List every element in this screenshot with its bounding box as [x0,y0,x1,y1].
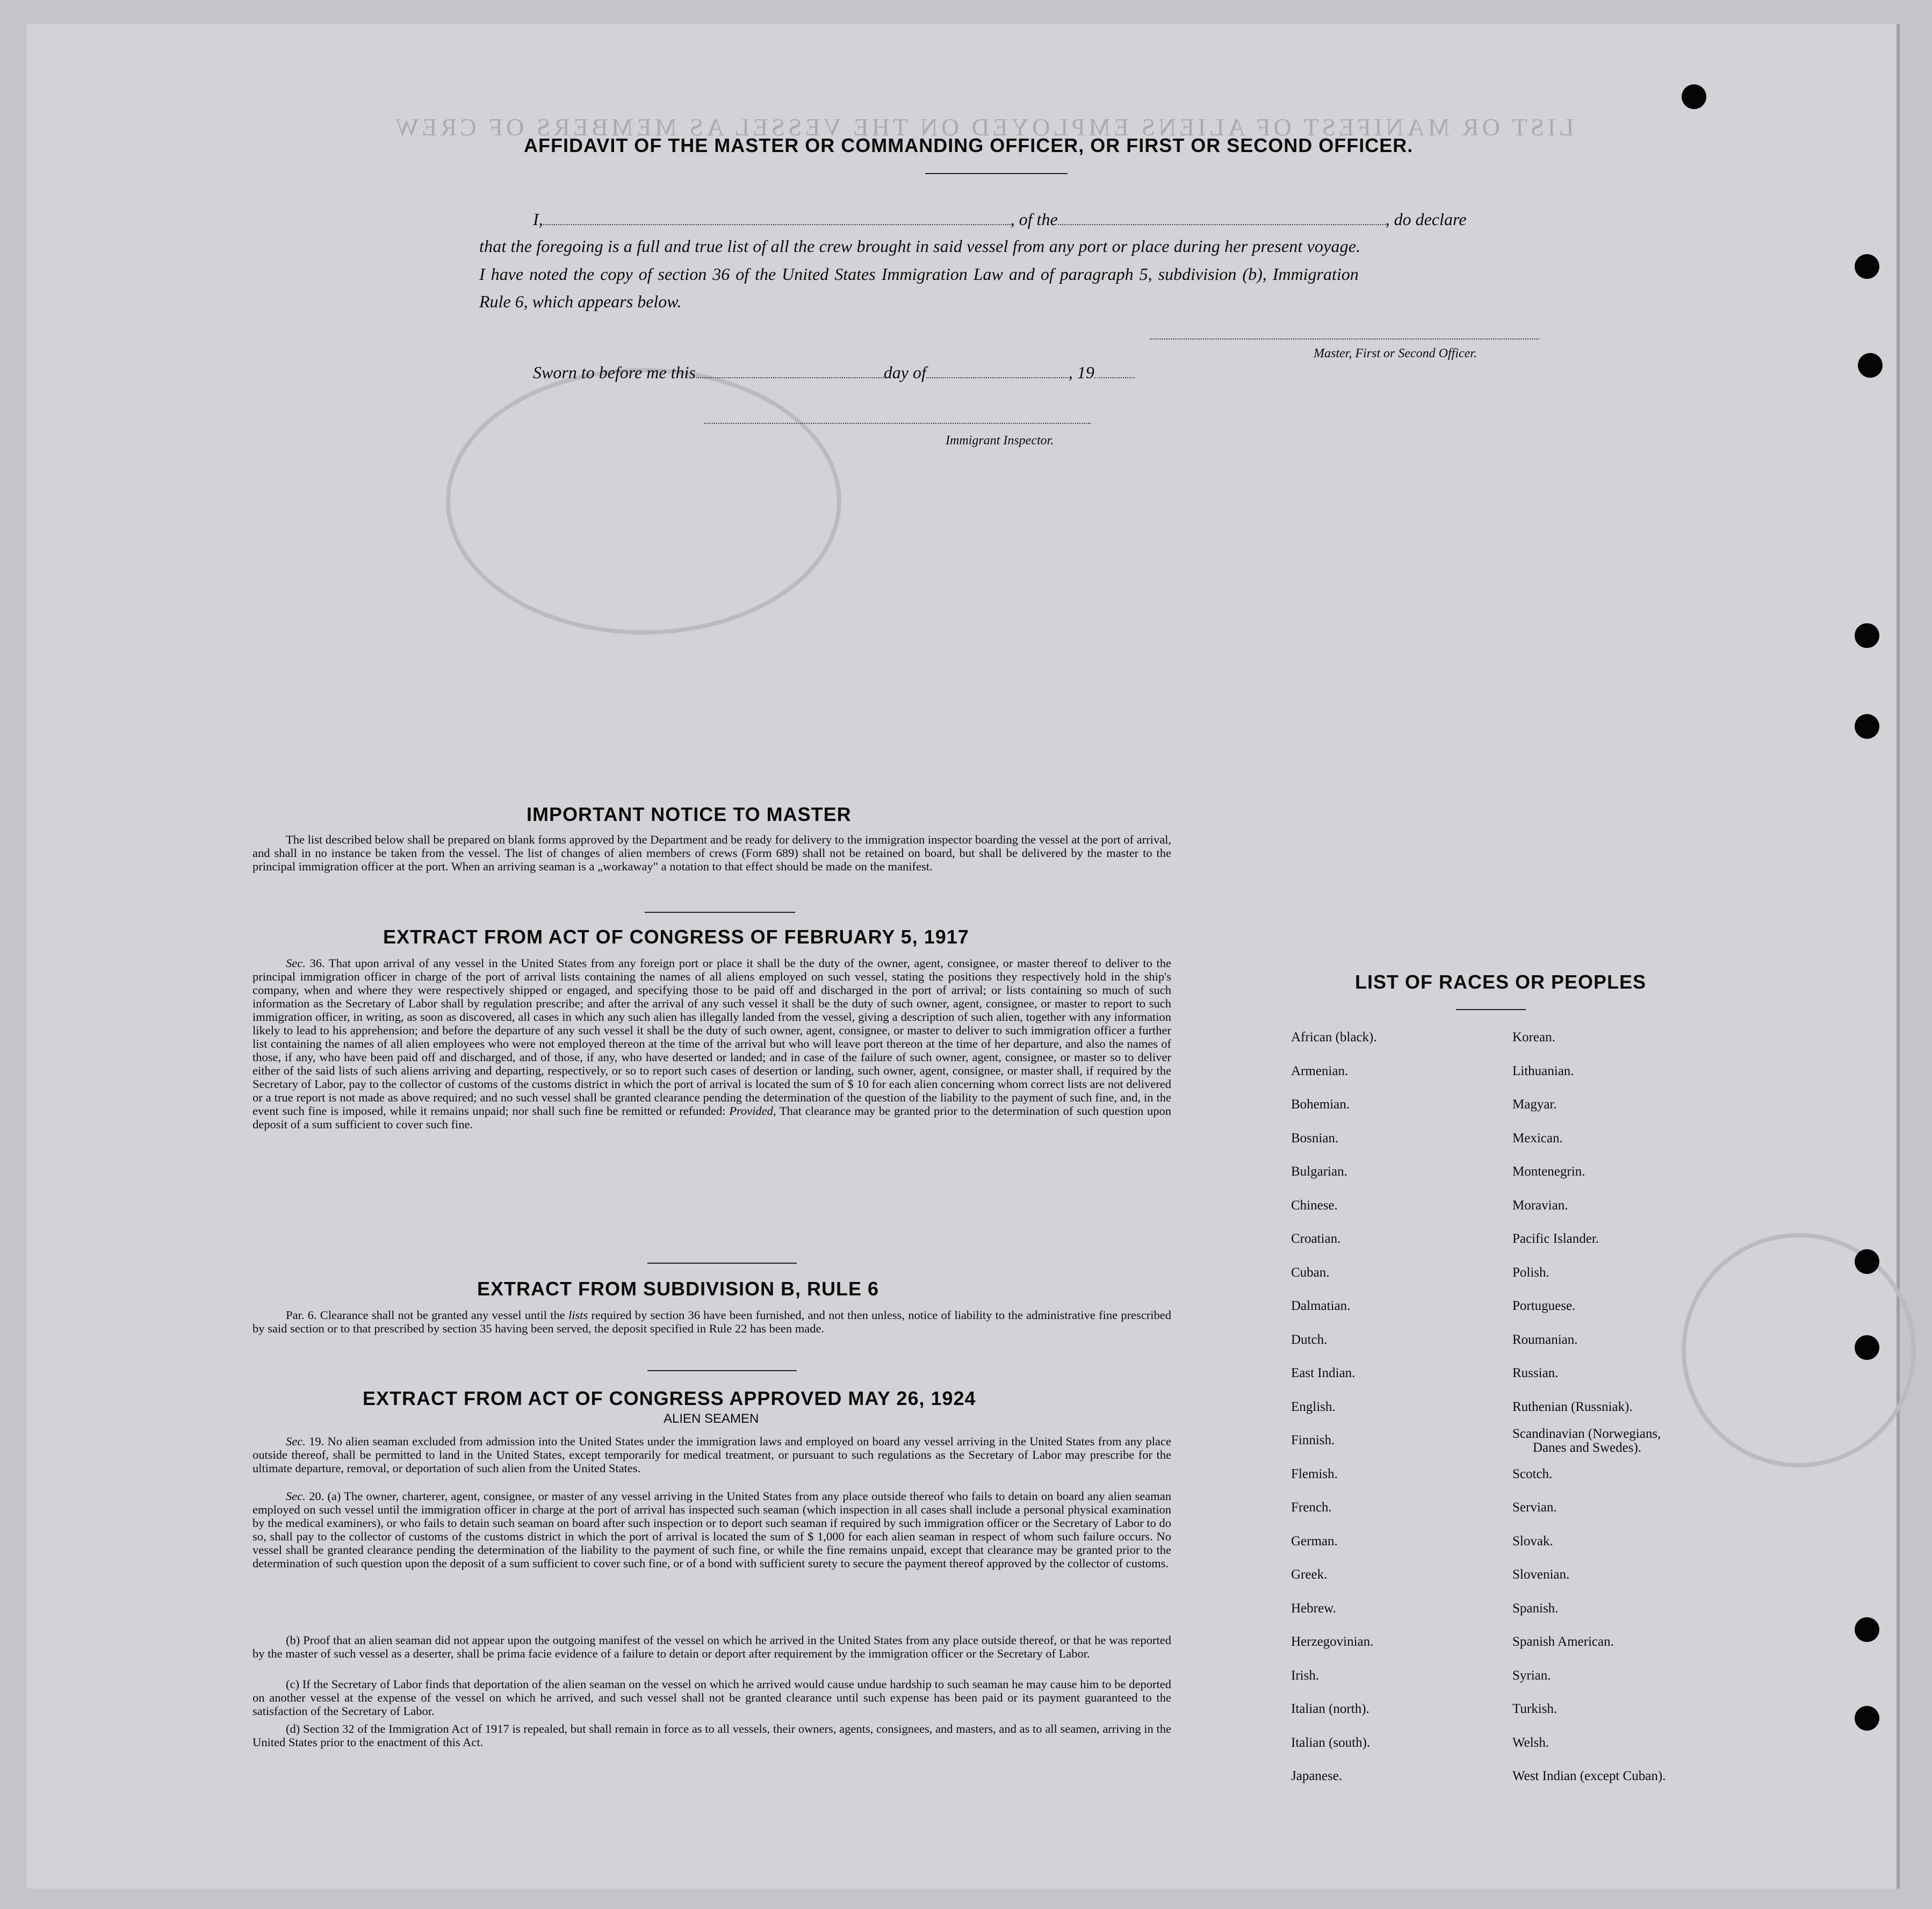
punch-hole [1855,623,1879,648]
punch-hole [1855,1335,1879,1360]
divider [645,912,795,913]
punch-hole [1682,84,1706,109]
act1917-text: Sec. 36. That upon arrival of any vessel in the United States from any foreign port or place it shall be the duty of the owner, agent, consignee, or master thereof to deliver to the principal immigration officer in charge of the port of arrival lists containing the names of all aliens employed on such vessel, stating the positions they respectively hold in the ship's company, when and where they were respectively shipped or engaged, and specifying those to be paid off and discharged in the port of arrival; or lists containing so much of such information as the Secretary of Labor shall by regulation prescribe; and after the arrival of any such vessel it shall be the duty of such owner, agent, consignee, or master to report to such immigration officer, in writing, as soon as discovered, all cases in which any such alien has illegally landed from the vessel, giving a description of such alien, together with any information likely to lead to his apprehension; and before the departure of any such vessel it shall be the duty of such owner, agent, consignee, or master to deliver to such immigration officer a further list containing the names of all alien employees who were not employed thereon at the time of the arrival but who will leave port thereon at the time of her departure, and also the names of those, if any, who have been paid off and discharged, and of those, if any, who have deserted or landed; and in case of the failure of such owner, agent, consignee, or master so to deliver either of the said lists of such aliens arriving and departing, respectively, or so to report such cases of desertion or landing, such owner, agent, consignee, or master shall, if required by the Secretary of Labor, pay to the collector of customs of the customs district in which the port of arrival is located the sum of $ 10 for each alien concerning whom correct lists are not delivered or a true report is not made as above required; and no such vessel shall be granted clearance pending the determination of the question of the liability to the payment of such fine, and, in the event such fine is imposed, while it remains unpaid; nor shall such fine be remitted or refunded: Provided, That clearance may be granted prior to the determination of such question upon deposit of a sum sufficient to cover such fine. [253,956,1172,1131]
race-item: English. [1291,1399,1336,1414]
race-item: Roumanian. [1512,1332,1578,1347]
act1924-sec19: Sec. 19. No alien seaman excluded from admission into the United States under the immigration laws and employed on board any vessel arriving in the United States from any place outside thereof, shall be permitted to land in the United States, except temporarily for medical treatment, or pursuant to such regulations as the Secretary of Labor may prescribe for the ultimate departure, removal, or deportation of such alien from the United States. [253,1435,1171,1475]
race-item: Polish. [1512,1265,1549,1280]
race-item: Cuban. [1291,1265,1330,1280]
race-item: Servian. [1512,1500,1557,1515]
race-item: Greek. [1291,1567,1328,1582]
bleed-through-stamp [446,368,841,635]
rule6-title: EXTRACT FROM SUBDIVISION B, RULE 6 [477,1278,880,1300]
act1924-subtitle: ALIEN SEAMEN [664,1411,759,1426]
race-item: French. [1291,1500,1332,1515]
race-item: Portuguese. [1512,1299,1576,1313]
punch-hole [1858,353,1883,378]
races-column-1 [1291,1021,1377,1793]
race-item: Spanish American. [1512,1634,1614,1649]
master-signature-label: Master, First or Second Officer. [1314,347,1477,361]
race-item: Moravian. [1512,1198,1568,1213]
race-item: Montenegrin. [1512,1164,1585,1179]
notice-text: The list described below shall be prepared on blank forms approved by the Department and be ready for delivery to the immigration inspector boarding the vessel at the port of arrival, and shall in no instance be taken from the vessel. The list of changes of alien members of crews (Form 689) shall not be retained on board, but shall be delivered by the master to the principal immigration officer at the port. When an arriving seaman is a „workaway" a notation to that effect should be made on the manifest. [253,833,1171,873]
race-item: Hebrew. [1291,1601,1336,1616]
act1917-title: EXTRACT FROM ACT OF CONGRESS OF FEBRUARY 5, 1917 [383,926,969,948]
race-item: East Indian. [1291,1366,1356,1380]
punch-hole [1855,1706,1879,1731]
sworn-line: Sworn to before me this day of , 19 [533,363,1135,383]
affidavit-line-4: Rule 6, which appears below. [479,292,682,311]
race-item: Dalmatian. [1291,1299,1351,1313]
race-item: Croatian. [1291,1231,1341,1246]
act1924-sec20a: Sec. 20. (a) The owner, charterer, agent, consignee, or master of any vessel arriving in the United States from any place outside thereof who fails to detain on board any alien seaman employed on such vessel until the immigration officer in charge at the port of arrival has inspected such seaman (which inspection in all cases shall include a personal physical examination by the medical examiners), or who fails to detain such seaman on board after such inspection or to deport such seaman if required by such immigration officer or the Secretary of Labor to do so, shall pay to the collector of customs of the customs district in which the port of arrival is located the sum of $ 1,000 for each alien seaman in respect of whom such failure occurs. No vessel shall be granted clearance pending the determination of the liability to the payment of such fine, or while the fine remains unpaid, except that clearance may be granted prior to the determination of such question upon the deposit of a sum sufficient to cover such fine, or of a bond with sufficient surety to secure the payment thereof approved by the collector of customs. [253,1489,1172,1570]
race-item: West Indian (except Cuban). [1512,1769,1666,1783]
inspector-signature-line [704,423,1091,424]
races-title: LIST OF RACES OR PEOPLES [1355,971,1647,993]
race-item: Welsh. [1512,1735,1549,1750]
race-item: Flemish. [1291,1466,1338,1481]
bleed-through-heading: LIST OR MANIFEST OF ALIENS EMPLOYED ON THE VESSEL AS MEMBERS OF CREW [392,113,1574,141]
divider [647,1263,797,1264]
bleed-through-stamp-right [1682,1233,1916,1467]
race-item: Spanish. [1512,1601,1559,1616]
race-item: Armenian. [1291,1063,1349,1078]
race-item: Bulgarian. [1291,1164,1347,1179]
act1924-sec20d: (d) Section 32 of the Immigration Act of 1917 is repealed, but shall remain in force as to all vessels, their owners, agents, consignees, and masters, and as to all seamen, arriving in the United States prior to the enactment of this Act. [253,1722,1171,1749]
punch-hole [1855,1617,1879,1642]
race-item: Slovak. [1512,1533,1553,1548]
affidavit-line-3: I have noted the copy of section 36 of the United States Immigration Law and of paragraph 5, subdivision (b), Immigration [479,264,1359,284]
master-signature-line [1150,338,1539,340]
race-item: Slovenian. [1512,1567,1570,1582]
act1924-sec20c: (c) If the Secretary of Labor finds that deportation of the alien seaman on the vessel on which he arrived would cause undue hardship to such seaman he may cause him to be deported on another vessel at the expense of the vessel on which he arrived, and such vessel shall not be granted clearance until such expense has been paid or its payment guaranteed to the satisfaction of the Secretary of Labor. [253,1677,1171,1718]
notice-title: IMPORTANT NOTICE TO MASTER [527,803,852,825]
document-page [27,24,1900,1889]
race-item: Japanese. [1291,1769,1343,1783]
race-item: Scandinavian (Norwegians, Danes and Swedes). [1512,1427,1661,1455]
punch-hole [1855,1249,1879,1274]
races-column-2 [1512,1021,1666,1793]
divider [1456,1009,1526,1010]
race-item: Italian (south). [1291,1735,1371,1750]
race-item: Pacific Islander. [1512,1231,1599,1246]
race-item: Finnish. [1291,1433,1335,1447]
race-item: Korean. [1512,1030,1555,1044]
race-item: Scotch. [1512,1466,1553,1481]
race-item: Dutch. [1291,1332,1328,1347]
affidavit-line-1: I, , of the , do declare [533,210,1467,229]
affidavit-title: AFFIDAVIT OF THE MASTER OR COMMANDING OFFICER, OR FIRST OR SECOND OFFICER. [524,134,1414,156]
divider [925,173,1068,174]
race-item: Herzegovinian. [1291,1634,1374,1649]
rule6-text: Par. 6. Clearance shall not be granted any vessel until the lists required by section 36 have been furnished, and not then unless, notice of liability to the administrative fine prescribed by said section or to that prescribed by section 35 having been served, the deposit specified in Rule 22 has been made. [253,1308,1172,1335]
inspector-signature-label: Immigrant Inspector. [946,434,1054,448]
divider [647,1370,797,1371]
race-item: Irish. [1291,1668,1320,1683]
race-item: Bohemian. [1291,1097,1350,1112]
race-item: African (black). [1291,1030,1377,1044]
punch-hole [1855,254,1879,279]
act1924-title: EXTRACT FROM ACT OF CONGRESS APPROVED MAY 26, 1924 [363,1387,976,1409]
race-item: Turkish. [1512,1702,1558,1716]
race-item: Bosnian. [1291,1130,1339,1146]
race-item: Syrian. [1512,1668,1551,1683]
race-item: Italian (north). [1291,1702,1369,1716]
affidavit-line-2: that the foregoing is a full and true list of all the crew brought in said vessel from any port or place during her present voyage. [479,236,1361,256]
race-item: Mexican. [1512,1130,1563,1146]
race-item: Russian. [1512,1366,1559,1380]
race-item: Chinese. [1291,1198,1338,1213]
race-item: Magyar. [1512,1097,1557,1112]
act1924-sec20b: (b) Proof that an alien seaman did not appear upon the outgoing manifest of the vessel on which he arrived in the United States from any place outside thereof, or that he was reported by the master of such vessel as a deserter, shall be prima facie evidence of a failure to detain or deport after requirement by the immigration officer or the Secretary of Labor. [253,1633,1171,1660]
race-item: Lithuanian. [1512,1063,1574,1078]
punch-hole [1855,714,1879,739]
race-item: Ruthenian (Russniak). [1512,1399,1633,1414]
race-item: German. [1291,1533,1338,1548]
